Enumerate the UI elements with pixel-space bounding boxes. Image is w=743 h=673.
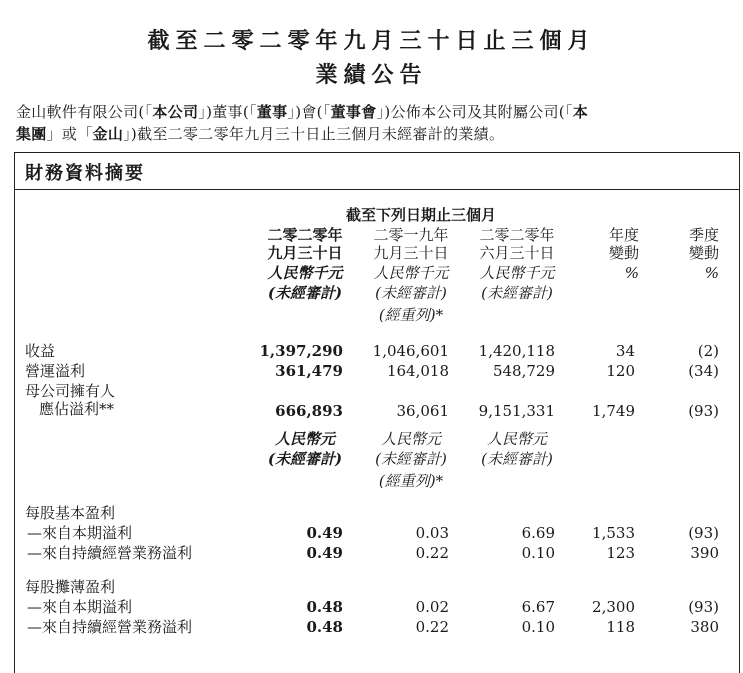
row-attrib-v2: 9,151,331 [478,402,555,420]
col-a-line4: (未經審計) [267,284,343,302]
eps-diluted-row1-v3: 2,300 [592,598,635,616]
col-d-line3: % [624,264,639,282]
row-revenue-v0: 1,397,290 [259,342,343,360]
term-group-b: 集團 [16,125,47,143]
row-revenue-v2: 1,420,118 [478,342,555,360]
term-director: 董事 [256,103,288,121]
col-b-line5: (經重列)* [378,306,444,324]
col-b-line1: 二零一九年 [373,226,449,244]
term-board: 董事會 [330,103,377,121]
eps-basic-row1-v4: (93) [688,524,719,542]
summary-title: 財務資料摘要 [25,163,145,184]
eps-diluted-row1-v2: 6.67 [521,598,555,616]
col-d-line1: 年度 [608,226,639,244]
eps-diluted-row2-v1: 0.22 [415,618,449,636]
eps-diluted-row2-label: —來自持續經營業務溢利 [27,618,193,636]
title-line-2: 業績公告 [315,62,428,88]
eps-diluted-row1-label: —來自本期溢利 [27,598,133,616]
row-attrib-v3: 1,749 [592,402,635,420]
row-revenue-v1: 1,046,601 [372,342,449,360]
col-c-line1: 二零二零年 [479,226,555,244]
eps-basic-row2-v1: 0.22 [415,544,449,562]
eps-basic-row1-v3: 1,533 [592,524,635,542]
row-revenue-v4: (2) [697,342,719,360]
row-attrib-label2: 應佔溢利** [39,400,115,418]
row-opprofit-v2: 548,729 [492,362,555,380]
col-a-line1: 二零二零年 [267,226,343,244]
eps-basic-row1-label: —來自本期溢利 [27,524,133,542]
unit-a-line1: 人民幣元 [274,430,335,448]
intro-paragraph: 金山軟件有限公司(「本公司」)董事(「董事」)會(「董事會」)公佈本公司及其附屬公司(「本 集團」或「金山」)截至二零二零年九月三十日止三個月未經審計的業績。 [16,103,589,143]
unit-b-line1: 人民幣元 [380,430,441,448]
eps-basic-row1-v1: 0.03 [415,524,449,542]
col-b-line3: 人民幣千元 [373,264,449,282]
eps-basic-row2-v2: 0.10 [521,544,555,562]
eps-diluted-row2-v2: 0.10 [521,618,555,636]
eps-diluted-row2-v0: 0.48 [306,618,343,636]
col-c-line4: (未經審計) [481,284,553,302]
summary-header [15,153,739,190]
eps-basic-row2-v4: 390 [690,544,719,562]
eps-diluted-row1-v1: 0.02 [415,598,449,616]
col-b-line2: 九月三十日 [373,244,449,262]
col-e-line1: 季度 [688,226,719,244]
unit-b-line3: (經重列)* [378,472,444,490]
unit-c-line2: (未經審計) [481,450,553,468]
row-revenue-label: 收益 [25,342,56,360]
term-group-a: 本 [572,103,589,121]
row-opprofit-label: 營運溢利 [25,362,86,380]
financial-summary-box [14,152,740,673]
eps-basic-row2-label: —來自持續經營業務溢利 [27,544,193,562]
row-attrib-v4: (93) [688,402,719,420]
eps-basic-row1-v0: 0.49 [306,524,343,542]
eps-diluted-title: 每股攤薄盈利 [25,578,116,596]
eps-basic-title: 每股基本盈利 [25,504,116,522]
term-kingsoft: 金山 [92,125,124,143]
col-c-line3: 人民幣千元 [479,264,555,282]
eps-basic-row1-v2: 6.69 [521,524,555,542]
eps-diluted-row2-v4: 380 [690,618,719,636]
term-company: 本公司 [152,103,199,121]
row-opprofit-v0: 361,479 [275,362,343,380]
row-attrib-v0: 666,893 [275,402,343,420]
unit-c-line1: 人民幣元 [486,430,547,448]
col-b-line4: (未經審計) [375,284,447,302]
eps-diluted-row2-v3: 118 [606,618,635,636]
announcement-title [0,24,743,92]
col-e-line2: 變動 [688,244,719,262]
title-line-1: 截至二零二零年九月三十日止三個月 [147,28,596,54]
eps-diluted-row1-v0: 0.48 [306,598,343,616]
col-a-line2: 九月三十日 [267,244,343,262]
row-opprofit-v1: 164,018 [386,362,449,380]
eps-basic-row2-v0: 0.49 [306,544,343,562]
unit-b-line2: (未經審計) [375,450,447,468]
col-c-line2: 六月三十日 [479,244,555,262]
row-attrib-v1: 36,061 [396,402,449,420]
col-a-line3: 人民幣千元 [267,264,343,282]
row-opprofit-v3: 120 [606,362,635,380]
row-attrib-label: 母公司擁有人 [25,382,116,400]
period-header: 截至下列日期止三個月 [345,206,496,224]
col-e-line3: % [704,264,719,282]
row-revenue-v3: 34 [615,342,635,360]
col-d-line2: 變動 [608,244,639,262]
row-opprofit-v4: (34) [688,362,719,380]
unit-a-line2: (未經審計) [267,450,343,468]
eps-diluted-row1-v4: (93) [688,598,719,616]
eps-basic-row2-v3: 123 [606,544,635,562]
